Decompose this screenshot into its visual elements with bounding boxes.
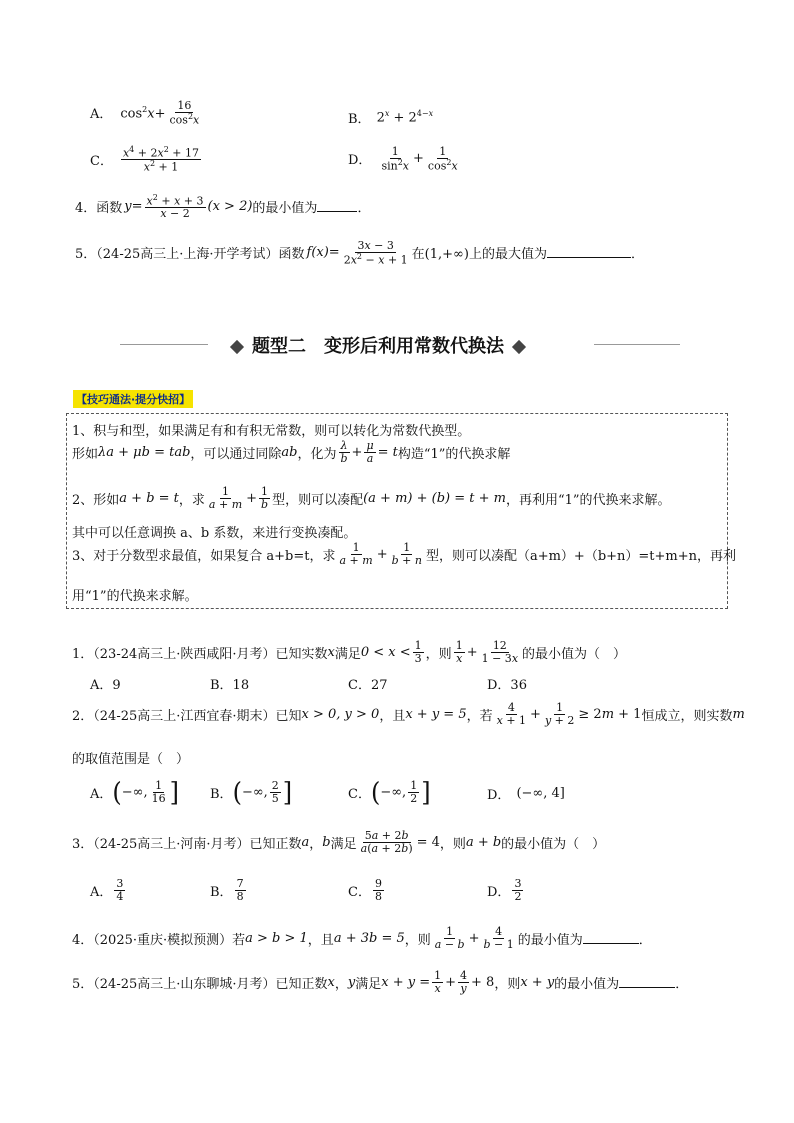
bracket: ] xyxy=(282,776,293,808)
q2-option-d[interactable]: D． (−∞, 4] xyxy=(487,786,565,803)
answer-blank[interactable] xyxy=(619,977,675,988)
math-var: a xyxy=(301,834,310,850)
fraction: $\frac{2}{5}$ xyxy=(271,779,279,805)
math-var: m xyxy=(732,706,745,722)
math-var: y xyxy=(347,974,356,990)
math-var: y xyxy=(124,199,132,215)
math-expr: x + y = xyxy=(381,974,431,990)
fraction: $\frac{16}{\cos^2x}$ xyxy=(169,99,200,127)
math-expr: a + b = t xyxy=(119,490,179,506)
bracket: ( xyxy=(112,776,122,808)
fraction: $\frac{x^2 + x + 3}{x - 2}$ xyxy=(146,193,204,221)
bracket: ] xyxy=(421,776,431,808)
fraction: $\frac{3x - 3}{2x^2 - x + 1}$ xyxy=(343,239,408,267)
fraction: $\frac{4}{y}$ xyxy=(460,969,468,995)
math-expr: (a + m) + (b) = t + m xyxy=(363,490,506,506)
fraction: $\frac{3}{4}$ xyxy=(116,877,124,903)
diamond-icon xyxy=(512,340,526,354)
math-var: b xyxy=(322,834,331,850)
question-5-top: 5．（24-25高三上·上海·开学考试）函数 f(x)= $\frac{3x - 3}{2x^2 - x + 1}$ 在(1,+∞)上的最大值为 ． xyxy=(75,239,644,267)
fraction: $\frac{9}{8}$ xyxy=(374,877,382,903)
section-title: 题型二 变形后利用常数代换法 xyxy=(222,332,534,358)
math-expr: x + y xyxy=(520,974,555,990)
math-expr: 0 < x < xyxy=(360,644,411,660)
q2-option-c[interactable]: C． ( −∞, $\frac{1}{2}$ ] xyxy=(348,776,431,808)
fraction: $\frac{1}{a + m}$ xyxy=(339,541,373,567)
math-expr: a + 3b = 5 xyxy=(333,930,405,946)
q1-option-c[interactable]: C．27 xyxy=(348,678,388,693)
tips-tag: 【技巧通法·提分快招】 xyxy=(73,390,193,408)
option-b-top: B． $2^x + 2^{4-x}$ xyxy=(348,109,434,127)
tip-line-4: 其中可以任意调换 a、b 系数，来进行变换凑配。 xyxy=(72,526,357,541)
math-expr: λa + μb = tab xyxy=(98,444,191,460)
math-var: x xyxy=(327,644,335,660)
fraction: $\frac{1}{\cos^2x}$ xyxy=(427,145,458,173)
answer-blank[interactable] xyxy=(317,201,357,212)
question-4-top: 4．函数 y = $\frac{x^2 + x + 3}{x - 2}$ (x > 2) 的最小值为 ． xyxy=(75,193,371,221)
q3-option-c[interactable]: C． $\frac{9}{8}$ xyxy=(348,877,382,903)
fraction: $\frac{4}{b - 1}$ xyxy=(483,925,514,951)
fraction: $\frac{4}{x + 1}$ xyxy=(496,701,527,727)
question-1: 1．（23-24高三上·陕西咸阳·月考）已知实数 x 满足 0 < x < $\frac{1}{3}$ ，则 $\frac{1}{x}$ + $\frac{12}{1 - 3x}$ 的最小值为（ ） xyxy=(72,639,627,665)
fraction: $\frac{3}{2}$ xyxy=(514,877,522,903)
option-c-top: C． $\frac{x^4 + 2x^2 + 17}{x^2 + 1}$ xyxy=(90,145,200,174)
tip-line-1: 1、积与和型，如果满足有和有积无常数，则可以转化为常数代换型。 xyxy=(72,424,471,439)
math-expr: $2^x + 2^{4-x}$ xyxy=(376,109,434,126)
math-expr: x > 0, y > 0 xyxy=(301,706,380,722)
fraction: $\frac{\lambda}{b}$ xyxy=(340,439,348,465)
option-a-top: A． $\cos^2x+$ $\frac{16}{\cos^2x}$ xyxy=(90,99,200,127)
question-3: 3．（24-25高三上·河南·月考）已知正数 a ， b 满足 $\frac{5a + 2b}{a(a + 2b)}$ = 4 ，则 a + b 的最小值为（ ） xyxy=(72,829,606,855)
q2-option-b[interactable]: B． ( −∞, $\frac{2}{5}$ ] xyxy=(210,776,293,808)
math-expr: a > b > 1 xyxy=(245,930,308,946)
tip-line-5: 3、对于分数型求最值，如果复合 a+b=t，求 $\frac{1}{a + m}$ + $\frac{1}{b + n}$ 型，则可以凑配（a+m）+（b+n）=t+m+n，再利 xyxy=(72,541,737,567)
question-4: 4．（2025·重庆·模拟预测）若 a > b > 1 ，且 a + 3b = 5 ，则 $\frac{1}{a - b}$ + $\frac{4}{b - 1}$ 的最小值为 ． xyxy=(72,925,652,951)
fraction: $\frac{1}{y + 2}$ xyxy=(544,701,575,727)
math-expr: ab xyxy=(281,444,298,460)
fraction: $\frac{1}{a + m}$ xyxy=(208,485,243,511)
math-expr: (−∞, 4] xyxy=(516,786,565,801)
q1-option-a[interactable]: A．9 xyxy=(90,678,121,693)
question-2: 2．（24-25高三上·江西宜春·期末）已知 x > 0, y > 0 ，且 x + y = 5 ，若 $\frac{4}{x + 1}$ + $\frac{1}{y + 2}$ ≥ 2m + 1 恒成立，则实数 m xyxy=(72,701,745,727)
q2-line-2: 的取值范围是（ ） xyxy=(72,752,190,767)
q3-option-b[interactable]: B． $\frac{7}{8}$ xyxy=(210,877,244,903)
fraction: $\frac{7}{8}$ xyxy=(236,877,244,903)
math-var: x xyxy=(327,974,335,990)
tip-line-6: 用“1”的代换来求解。 xyxy=(72,589,198,604)
math-expr: + 8 xyxy=(471,974,495,990)
section-divider-right xyxy=(594,344,680,345)
fraction: $\frac{x^4 + 2x^2 + 17}{x^2 + 1}$ xyxy=(122,145,200,174)
fraction: $\frac{1}{16}$ xyxy=(151,779,166,805)
q1-option-b[interactable]: B．18 xyxy=(210,678,250,693)
bracket: ( xyxy=(232,776,242,808)
fraction: $\frac{\mu}{a}$ xyxy=(366,439,374,465)
math-expr: x + y = 5 xyxy=(405,706,467,722)
question-5: 5．（24-25高三上·山东聊城·月考）已知正数 x ， y 满足 x + y = $\frac{1}{x}$ + $\frac{4}{y}$ + 8 ，则 x + y 的最小值为 ． xyxy=(72,969,689,995)
tip-line-3: 2、形如 a + b = t ，求 $\frac{1}{a + m}$ + $\frac{1}{b}$ 型，则可以凑配 (a + m) + (b) = t + m ，再利用“1”的代换来求解。 xyxy=(72,485,671,511)
q2-option-a[interactable]: A． ( −∞, $\frac{1}{16}$ ] xyxy=(90,776,179,808)
q3-option-a[interactable]: A． $\frac{3}{4}$ xyxy=(90,877,124,903)
option-d-top: D． $\frac{1}{\sin^2x}$ + $\frac{1}{\cos^2x}$ xyxy=(348,145,458,173)
bracket: ] xyxy=(169,776,179,808)
math-expr: ≥ 2m + 1 xyxy=(578,706,642,722)
fraction: $\frac{1}{x}$ xyxy=(455,639,463,665)
diamond-icon xyxy=(230,340,244,354)
tip-line-2: 形如 λa + μb = tab ，可以通过同除 ab ，化为 $\frac{\lambda}{b}$ + $\frac{\mu}{a}$ = t 构造“1”的代换求解 xyxy=(72,439,511,465)
fraction: $\frac{1}{b + n}$ xyxy=(391,541,422,567)
fraction: $\frac{12}{1 - 3x}$ xyxy=(481,639,519,665)
section-divider-left xyxy=(120,344,208,345)
fraction: $\frac{5a + 2b}{a(a + 2b)}$ xyxy=(360,829,413,855)
answer-blank[interactable] xyxy=(547,247,631,258)
math-expr: = 4 xyxy=(416,834,440,850)
fraction: $\frac{1}{2}$ xyxy=(410,779,418,805)
bracket: ( xyxy=(370,776,381,808)
math-expr: $\cos^2x+$ xyxy=(120,104,166,122)
fraction: $\frac{1}{\sin^2x}$ xyxy=(381,145,409,173)
math-expr: = t xyxy=(377,444,398,460)
math-expr: a + b xyxy=(465,834,502,850)
fraction: $\frac{1}{b}$ xyxy=(261,485,269,511)
answer-blank[interactable] xyxy=(583,933,639,944)
q3-option-d[interactable]: D． $\frac{3}{2}$ xyxy=(487,877,522,903)
fraction: $\frac{1}{x}$ xyxy=(434,969,442,995)
q1-option-d[interactable]: D．36 xyxy=(487,678,527,693)
fraction: $\frac{1}{a - b}$ xyxy=(434,925,465,951)
fraction: $\frac{1}{3}$ xyxy=(414,639,422,665)
